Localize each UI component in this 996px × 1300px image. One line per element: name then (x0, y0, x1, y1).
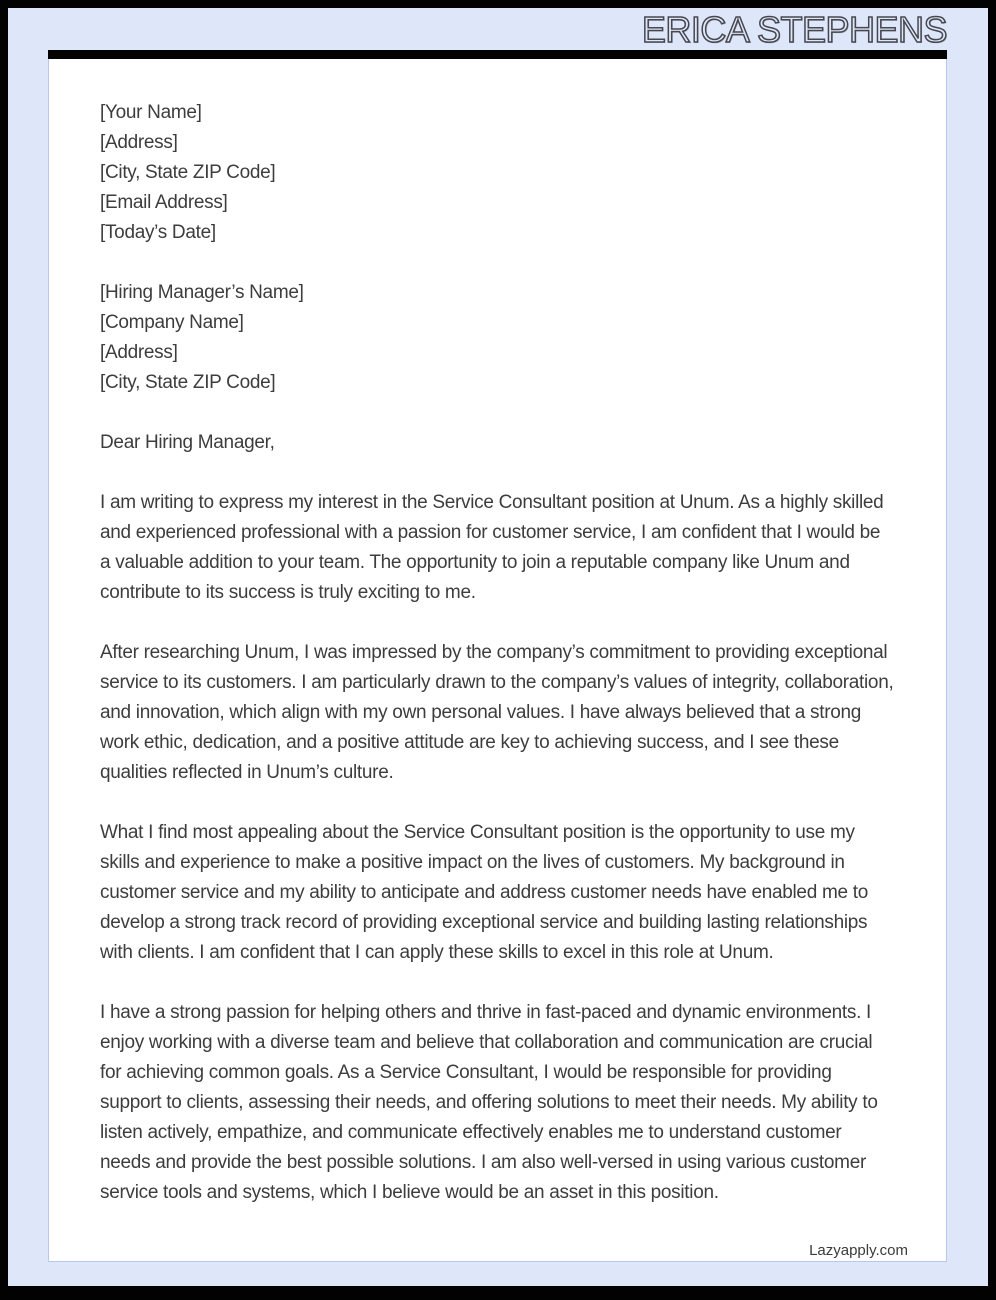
recipient-address-block (100, 278, 895, 398)
salutation: Dear Hiring Manager, (100, 432, 275, 453)
header-divider-bar (48, 50, 947, 59)
paragraph-intro: I am writing to express my interest in the Service Consultant position at Unum. As a highly skilled and experienced professional with a passion for customer service, I am confident that I would be a valuable addition to your team. The opportunity to join a reputable company like Unum and contribute to its success is truly exciting to me. (100, 492, 884, 603)
recipient-address-line: [Address] (100, 342, 178, 363)
sender-address-block (100, 98, 895, 248)
recipient-name-line: [Hiring Manager’s Name] (100, 282, 304, 303)
sender-name-line: [Your Name] (100, 102, 202, 123)
paragraph-company-research: After researching Unum, I was impressed by the company’s commitment to providing exceptional service to its customers. I am particularly drawn to the company’s values of integrity, collaboration, and innovation, which align with my own personal values. I have always believed that a strong work ethic, dedication, and a positive attitude are key to achieving success, and I see these qualities reflected in Unum’s culture. (100, 642, 894, 783)
paragraph-role-appeal: What I find most appealing about the Service Consultant position is the opportunity to use my skills and experience to make a positive impact on the lives of customers. My background in customer service and my ability to anticipate and address customer needs have enabled me to develop a strong track record of providing exceptional service and building lasting relationships with clients. I am confident that I can apply these skills to excel in this role at Unum. (100, 822, 868, 963)
paragraph-passion-skills: I have a strong passion for helping others and thrive in fast-paced and dynamic environments. I enjoy working with a diverse team and believe that collaboration and communication are crucial for achieving common goals. As a Service Consultant, I would be responsible for providing support to clients, assessing their needs, and offering solutions to meet their needs. My ability to listen actively, empathize, and communicate effectively enables me to understand customer needs and provide the best possible solutions. I am also well-versed in using various customer service tools and systems, which I believe would be an asset in this position. (100, 1002, 878, 1203)
recipient-company-line: [Company Name] (100, 312, 244, 333)
sender-address-line: [Address] (100, 132, 178, 153)
sender-email-line: [Email Address] (100, 192, 228, 213)
sender-city-line: [City, State ZIP Code] (100, 162, 276, 183)
cover-letter-document (48, 59, 947, 1262)
recipient-city-line: [City, State ZIP Code] (100, 372, 276, 393)
header-name: ERICA STEPHENS (641, 9, 947, 50)
sender-date-line: [Today’s Date] (100, 222, 216, 243)
watermark-link: Lazyapply.com (803, 1242, 908, 1259)
